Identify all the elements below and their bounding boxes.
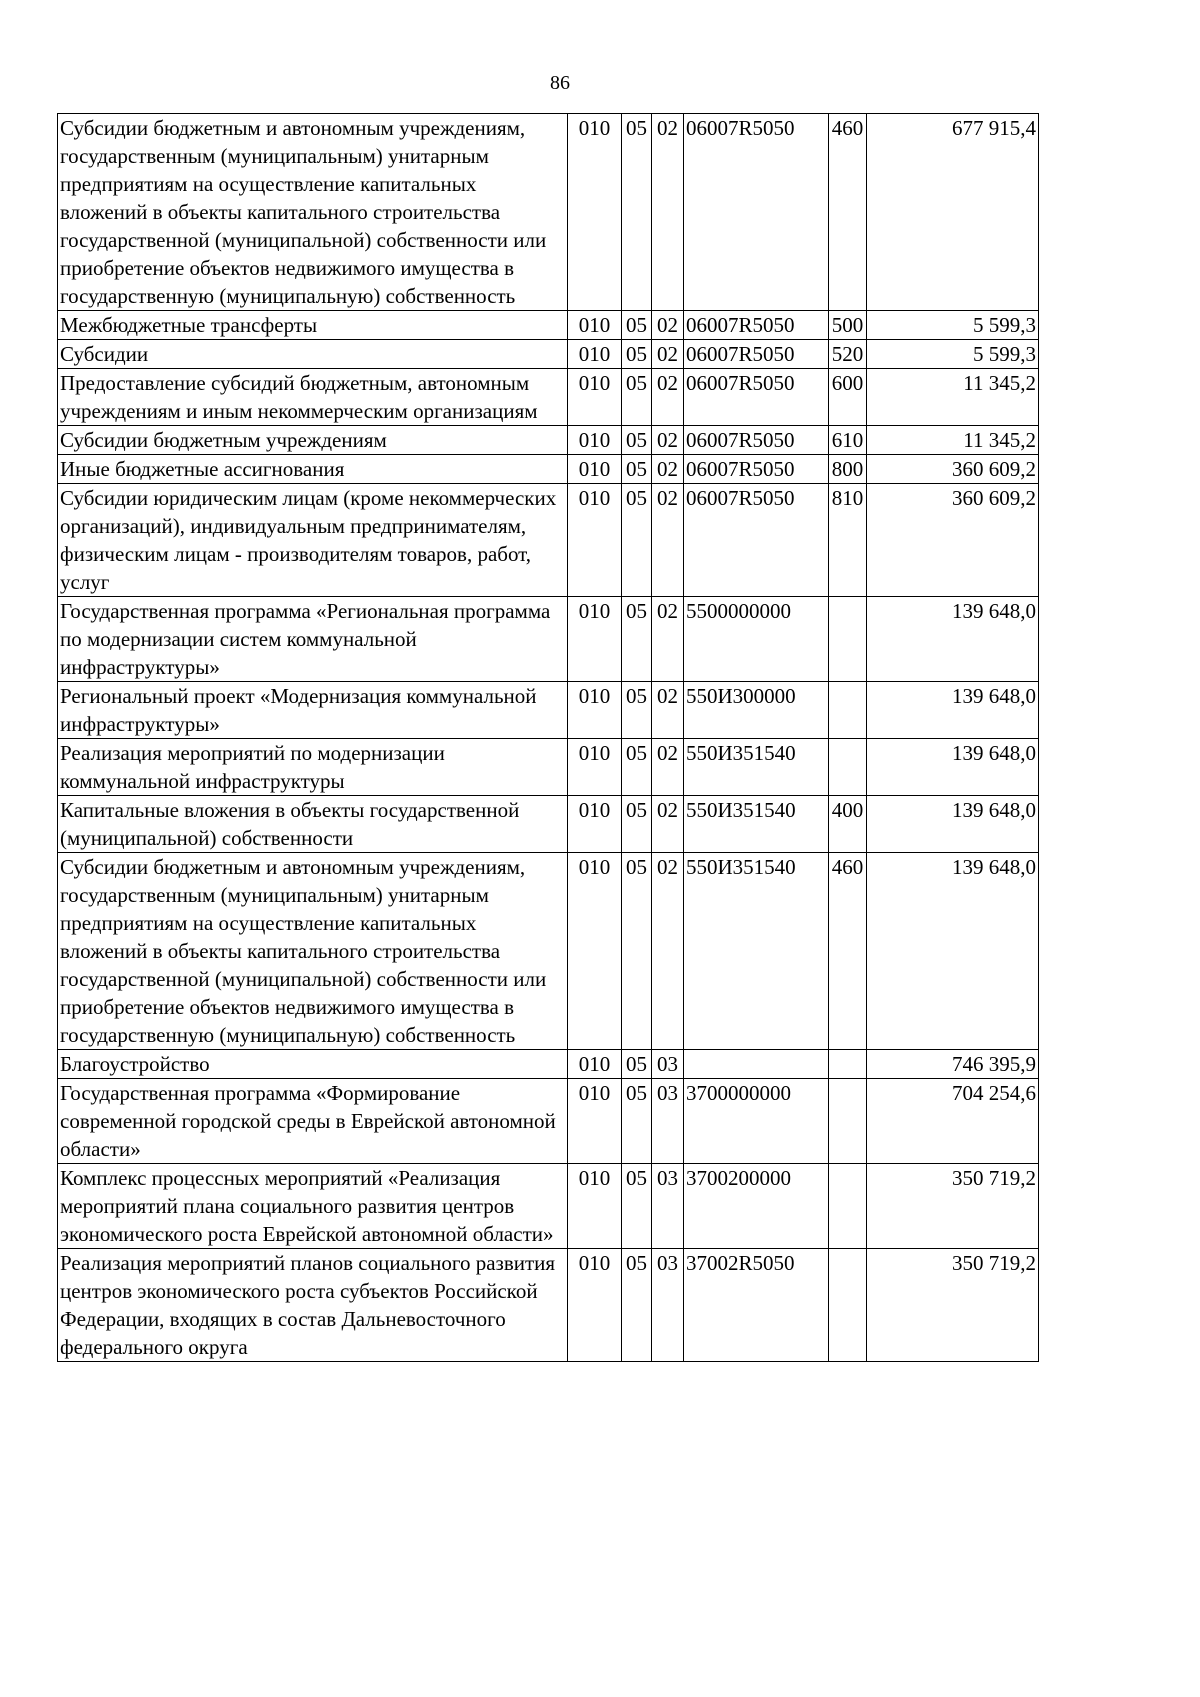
amount-cell: 139 648,0 <box>867 597 1039 682</box>
expense-name-cell: Межбюджетные трансферты <box>58 311 568 340</box>
expense-type-cell: 460 <box>829 853 867 1050</box>
expense-name-cell: Субсидии <box>58 340 568 369</box>
expense-name-cell: Реализация мероприятий планов социального развития центров экономического роста субъектов Российской Федерации, входящих в состав Дальневосточного федерального округа <box>58 1249 568 1362</box>
expense-type-cell: 500 <box>829 311 867 340</box>
table-row <box>58 311 1039 340</box>
section-code-cell: 05 <box>622 796 652 853</box>
expense-type-cell <box>829 1079 867 1164</box>
subsection-code-cell: 02 <box>652 455 684 484</box>
admin-code-cell: 010 <box>568 597 622 682</box>
table-row <box>58 426 1039 455</box>
subsection-code-cell: 02 <box>652 739 684 796</box>
admin-code-cell: 010 <box>568 455 622 484</box>
admin-code-cell: 010 <box>568 426 622 455</box>
amount-cell: 139 648,0 <box>867 853 1039 1050</box>
admin-code-cell: 010 <box>568 340 622 369</box>
expense-name-cell: Капитальные вложения в объекты государственной (муниципальной) собственности <box>58 796 568 853</box>
target-article-cell <box>684 1050 829 1079</box>
amount-cell: 5 599,3 <box>867 340 1039 369</box>
section-code-cell: 05 <box>622 369 652 426</box>
section-code-cell: 05 <box>622 114 652 311</box>
amount-cell: 677 915,4 <box>867 114 1039 311</box>
amount-cell: 139 648,0 <box>867 682 1039 739</box>
amount-cell: 350 719,2 <box>867 1249 1039 1362</box>
subsection-code-cell: 02 <box>652 484 684 597</box>
expense-name-cell: Иные бюджетные ассигнования <box>58 455 568 484</box>
table-row <box>58 739 1039 796</box>
table-row <box>58 1079 1039 1164</box>
target-article-cell: 06007R5050 <box>684 114 829 311</box>
subsection-code-cell: 02 <box>652 426 684 455</box>
section-code-cell: 05 <box>622 597 652 682</box>
amount-cell: 5 599,3 <box>867 311 1039 340</box>
expense-name-cell: Региональный проект «Модернизация коммунальной инфраструктуры» <box>58 682 568 739</box>
expense-type-cell: 520 <box>829 340 867 369</box>
table-row <box>58 796 1039 853</box>
target-article-cell: 5500000000 <box>684 597 829 682</box>
expense-type-cell <box>829 1164 867 1249</box>
expense-name-cell: Субсидии бюджетным учреждениям <box>58 426 568 455</box>
expense-type-cell: 810 <box>829 484 867 597</box>
budget-table-body <box>58 114 1039 1362</box>
section-code-cell: 05 <box>622 311 652 340</box>
section-code-cell: 05 <box>622 484 652 597</box>
admin-code-cell: 010 <box>568 1164 622 1249</box>
table-row <box>58 369 1039 426</box>
amount-cell: 11 345,2 <box>867 369 1039 426</box>
admin-code-cell: 010 <box>568 1249 622 1362</box>
section-code-cell: 05 <box>622 739 652 796</box>
amount-cell: 704 254,6 <box>867 1079 1039 1164</box>
admin-code-cell: 010 <box>568 484 622 597</box>
amount-cell: 360 609,2 <box>867 455 1039 484</box>
section-code-cell: 05 <box>622 1079 652 1164</box>
admin-code-cell: 010 <box>568 1050 622 1079</box>
table-row <box>58 1249 1039 1362</box>
section-code-cell: 05 <box>622 1050 652 1079</box>
amount-cell: 746 395,9 <box>867 1050 1039 1079</box>
section-code-cell: 05 <box>622 682 652 739</box>
expense-name-cell: Субсидии бюджетным и автономным учреждениям, государственным (муниципальным) унитарным предприятиям на осуществление капитальных вложений в объекты капитального строительства государственной (муниципальной) собственности или приобретение объектов недвижимого имущества в государственную (муниципальную) собственность <box>58 853 568 1050</box>
subsection-code-cell: 02 <box>652 114 684 311</box>
table-row <box>58 1164 1039 1249</box>
amount-cell: 139 648,0 <box>867 796 1039 853</box>
page-number: 86 <box>550 72 570 94</box>
expense-name-cell: Государственная программа «Формирование современной городской среды в Еврейской автономной области» <box>58 1079 568 1164</box>
table-row <box>58 682 1039 739</box>
target-article-cell: 550И351540 <box>684 796 829 853</box>
table-row <box>58 1050 1039 1079</box>
expense-name-cell: Реализация мероприятий по модернизации коммунальной инфраструктуры <box>58 739 568 796</box>
target-article-cell: 06007R5050 <box>684 426 829 455</box>
subsection-code-cell: 02 <box>652 311 684 340</box>
section-code-cell: 05 <box>622 1164 652 1249</box>
admin-code-cell: 010 <box>568 369 622 426</box>
section-code-cell: 05 <box>622 1249 652 1362</box>
expense-type-cell: 800 <box>829 455 867 484</box>
admin-code-cell: 010 <box>568 853 622 1050</box>
expense-type-cell <box>829 1249 867 1362</box>
expense-type-cell: 600 <box>829 369 867 426</box>
expense-name-cell: Субсидии бюджетным и автономным учреждениям, государственным (муниципальным) унитарным предприятиям на осуществление капитальных вложений в объекты капитального строительства государственной (муниципальной) собственности или приобретение объектов недвижимого имущества в государственную (муниципальную) собственность <box>58 114 568 311</box>
expense-type-cell <box>829 682 867 739</box>
amount-cell: 360 609,2 <box>867 484 1039 597</box>
expense-type-cell: 610 <box>829 426 867 455</box>
section-code-cell: 05 <box>622 340 652 369</box>
target-article-cell: 550И300000 <box>684 682 829 739</box>
target-article-cell: 06007R5050 <box>684 455 829 484</box>
amount-cell: 11 345,2 <box>867 426 1039 455</box>
target-article-cell: 3700000000 <box>684 1079 829 1164</box>
table-row <box>58 114 1039 311</box>
budget-table <box>57 113 1039 1362</box>
table-row <box>58 340 1039 369</box>
subsection-code-cell: 02 <box>652 796 684 853</box>
target-article-cell: 06007R5050 <box>684 484 829 597</box>
subsection-code-cell: 03 <box>652 1050 684 1079</box>
table-row <box>58 597 1039 682</box>
expense-name-cell: Предоставление субсидий бюджетным, автономным учреждениям и иным некоммерческим организациям <box>58 369 568 426</box>
subsection-code-cell: 02 <box>652 682 684 739</box>
subsection-code-cell: 02 <box>652 853 684 1050</box>
admin-code-cell: 010 <box>568 796 622 853</box>
section-code-cell: 05 <box>622 853 652 1050</box>
expense-name-cell: Благоустройство <box>58 1050 568 1079</box>
admin-code-cell: 010 <box>568 114 622 311</box>
admin-code-cell: 010 <box>568 1079 622 1164</box>
subsection-code-cell: 02 <box>652 597 684 682</box>
expense-type-cell: 460 <box>829 114 867 311</box>
subsection-code-cell: 02 <box>652 340 684 369</box>
expense-name-cell: Субсидии юридическим лицам (кроме некоммерческих организаций), индивидуальным предпринимателям, физическим лицам - производителям товаров, работ, услуг <box>58 484 568 597</box>
section-code-cell: 05 <box>622 426 652 455</box>
table-row <box>58 484 1039 597</box>
amount-cell: 139 648,0 <box>867 739 1039 796</box>
target-article-cell: 06007R5050 <box>684 340 829 369</box>
subsection-code-cell: 03 <box>652 1249 684 1362</box>
section-code-cell: 05 <box>622 455 652 484</box>
admin-code-cell: 010 <box>568 311 622 340</box>
admin-code-cell: 010 <box>568 682 622 739</box>
target-article-cell: 550И351540 <box>684 853 829 1050</box>
target-article-cell: 37002R5050 <box>684 1249 829 1362</box>
expense-type-cell <box>829 739 867 796</box>
target-article-cell: 3700200000 <box>684 1164 829 1249</box>
expense-name-cell: Государственная программа «Региональная программа по модернизации систем коммунальной инфраструктуры» <box>58 597 568 682</box>
table-row <box>58 853 1039 1050</box>
expense-type-cell: 400 <box>829 796 867 853</box>
expense-type-cell <box>829 1050 867 1079</box>
amount-cell: 350 719,2 <box>867 1164 1039 1249</box>
expense-type-cell <box>829 597 867 682</box>
subsection-code-cell: 02 <box>652 369 684 426</box>
subsection-code-cell: 03 <box>652 1164 684 1249</box>
expense-name-cell: Комплекс процессных мероприятий «Реализация мероприятий плана социального развития центров экономического роста Еврейской автономной области» <box>58 1164 568 1249</box>
table-row <box>58 455 1039 484</box>
target-article-cell: 06007R5050 <box>684 311 829 340</box>
admin-code-cell: 010 <box>568 739 622 796</box>
target-article-cell: 550И351540 <box>684 739 829 796</box>
subsection-code-cell: 03 <box>652 1079 684 1164</box>
target-article-cell: 06007R5050 <box>684 369 829 426</box>
